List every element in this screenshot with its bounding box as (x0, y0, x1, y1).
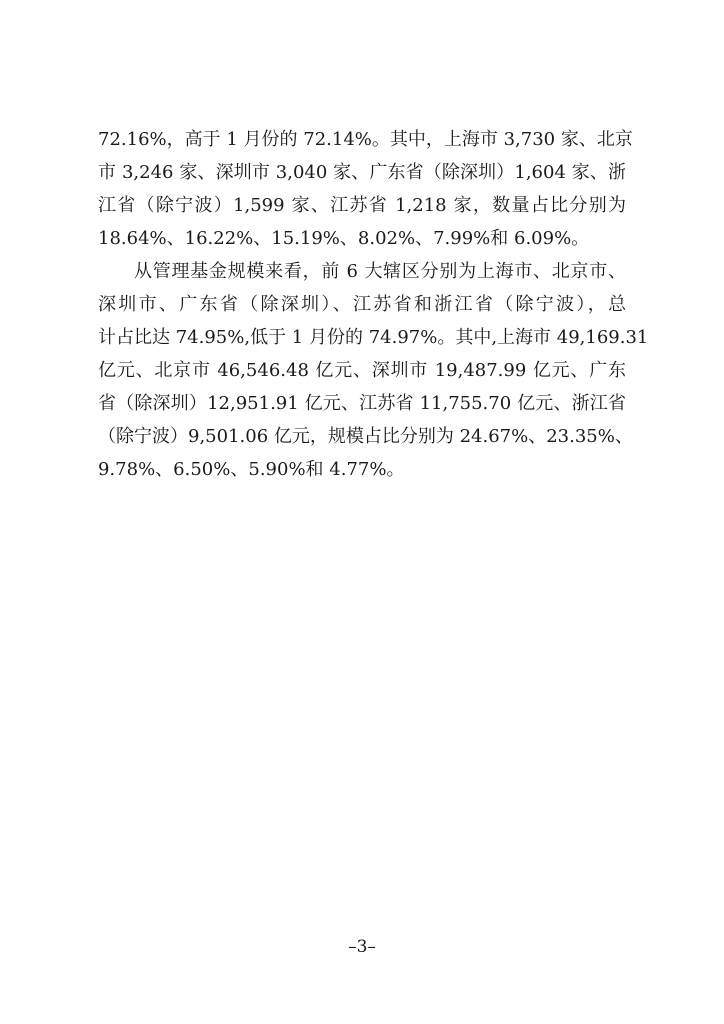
paragraph-2-line-1: 从管理基金规模来看，前 6 大辖区分别为上海市、北京市、 (134, 261, 626, 282)
paragraph-2-line-5: 省（除深圳）12,951.91 亿元、江苏省 11,755.70 亿元、浙江省 (98, 393, 626, 414)
paragraph-1-line-4: 18.64%、16.22%、15.19%、8.02%、7.99%和 6.09%。 (98, 228, 590, 249)
paragraph-2-line-6: （除宁波）9,501.06 亿元，规模占比分别为 24.67%、23.35%、 (98, 426, 633, 447)
paragraph-2-line-4: 亿元、北京市 46,546.48 亿元、深圳市 19,487.99 亿元、广东 (98, 360, 626, 381)
paragraph-2-line-3: 计占比达 74.95%,低于 1 月份的 74.97%。其中,上海市 49,169.31 (98, 327, 649, 348)
page-number: –3– (348, 937, 376, 957)
paragraph-1-line-1: 72.16%，高于 1 月份的 72.14%。其中，上海市 3,730 家、北京 (98, 129, 633, 150)
paragraph-1-line-2: 市 3,246 家、深圳市 3,040 家、广东省（除深圳）1,604 家、浙 (98, 162, 626, 183)
paragraph-2-line-2: 深圳市、广东省（除深圳）、江苏省和浙江省（除宁波），总 (98, 294, 626, 315)
paragraph-2-line-7: 9.78%、6.50%、5.90%和 4.77%。 (98, 459, 405, 480)
paragraph-1-line-3: 江省（除宁波）1,599 家、江苏省 1,218 家，数量占比分别为 (98, 195, 626, 216)
